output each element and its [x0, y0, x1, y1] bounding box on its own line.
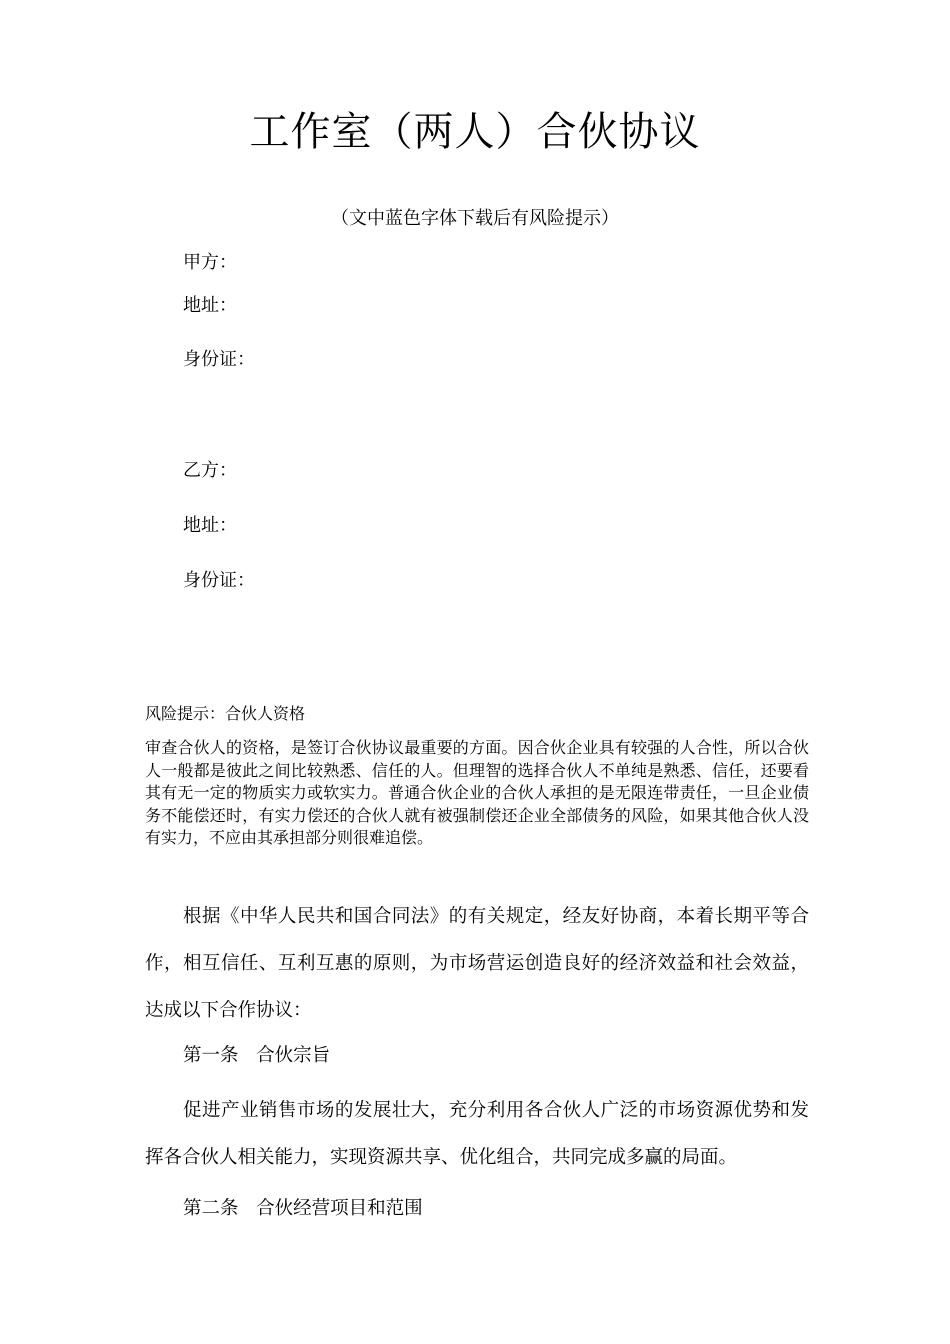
party-a-id-label: 身份证：: [183, 349, 255, 370]
article-2-heading: 第二条 合伙经营项目和范围: [183, 1198, 423, 1219]
party-b-name-label: 乙方：: [183, 460, 237, 481]
risk-tip-title: 风险提示：合伙人资格: [145, 704, 306, 723]
party-a-address-label: 地址：: [183, 295, 237, 316]
document-subtitle: （文中蓝色字体下载后有风险提示）: [331, 208, 619, 229]
article-1-heading: 第一条 合伙宗旨: [183, 1045, 331, 1066]
risk-tip-body: 审查合伙人的资格，是签订合伙协议最重要的方面。因合伙企业具有较强的人合性，所以合伙人一般都是彼此之间比较熟悉、信任的人。但理智的选择合伙人不单纯是熟悉、信任，还要看其有无一定的物质实力或软实力。普通合伙企业的合伙人承担的是无限连带责任，一旦企业债务不能偿还时，有实力偿还的合伙人就有被强制偿还企业全部债务的风险，如果其他合伙人没有实力，不应由其承担部分则很难追偿。: [145, 738, 809, 847]
article-1-body: 促进产业销售市场的发展壮大，充分利用各合伙人广泛的市场资源优势和发挥各合伙人相关能力，实现资源共享、优化组合，共同完成多赢的局面。: [145, 1100, 809, 1168]
party-b-address-label: 地址：: [183, 515, 237, 536]
party-a-name-label: 甲方：: [183, 252, 237, 273]
intro-paragraph: 根据《中华人民共和国合同法》的有关规定，经友好协商，本着长期平等合作，相互信任、互利互惠的原则，为市场营运创造良好的经济效益和社会效益，达成以下合作协议：: [145, 906, 809, 1021]
document-title: 工作室（两人）合伙协议: [249, 109, 701, 155]
party-b-id-label: 身份证：: [183, 570, 255, 591]
